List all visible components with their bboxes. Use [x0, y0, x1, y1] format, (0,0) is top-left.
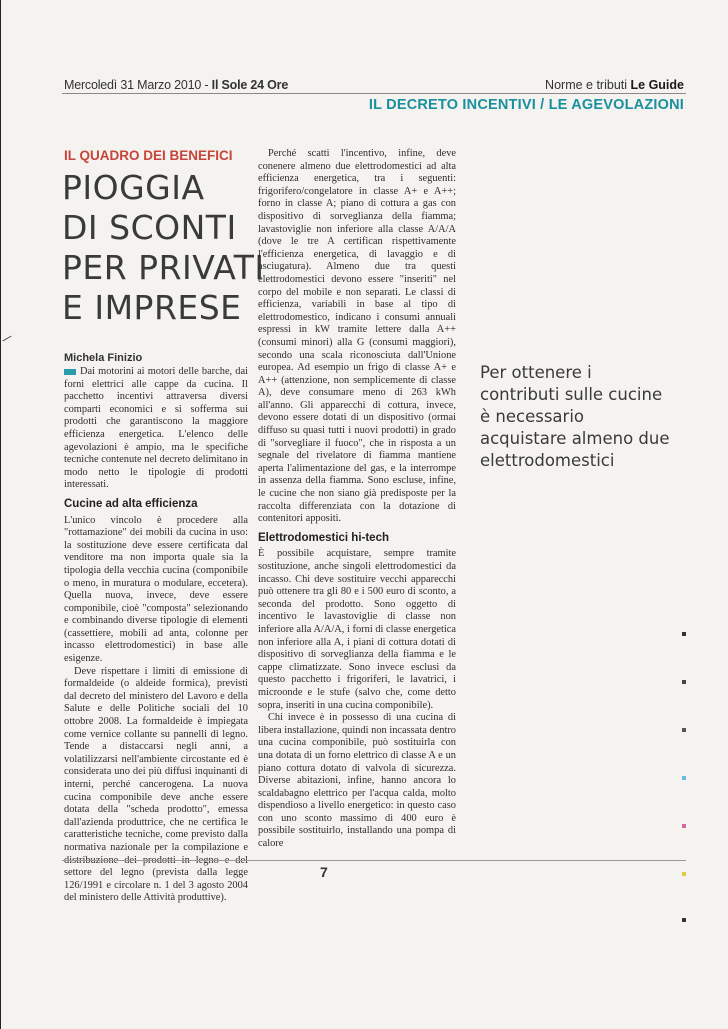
lead-marker-icon [64, 369, 76, 375]
section-title: IL DECRETO INCENTIVI / LE AGEVOLAZIONI [368, 97, 684, 113]
registration-mark [682, 632, 686, 636]
article-author: Michela Finizio [64, 352, 143, 364]
subhead-kitchens: Cucine ad alta efficienza [64, 497, 198, 510]
fold-mark [2, 336, 11, 342]
registration-mark [682, 728, 686, 732]
registration-mark [682, 918, 686, 922]
article-column-1 [64, 366, 248, 905]
paragraph: Perché scatti l'incentivo, infine, deve conenere almeno due elettrodomestici ad alta efficienza energetica, tra i seguenti: frigorifero/congelatore in classe A+ e A++; forno in classe A; piano di cottura a gas con dispositivo di sorveglianza della fiamma; lavastoviglie non inferiore alla classe A/A/A (dove le tre A certifican rispettivamente l'efficienza energetica, di lavaggio e di asciugatura). Almeno due tra questi elettrodomestici devono essere "inseriti" nel corpo del mobile e non separati. Le classi di efficienza, variabili in base al tipo di elettrodomestico, indicano i consumi annuali espressi in kW tramite lettere dalla A++ (consumi minori) alla G (consumi maggiori), secondo una scala riconosciuta dall'Unione europea. Ad esempio un frigo di classe A+ e A++ (attenzione, non semplicemente di classe A), deve consumare meno di 263 kWh all'anno. Gli apparecchi di cottura, invece, devono essere dotati di un dispositivo (ormai diffuso su quasi tutti i nuovi prodotti) in grado di "sorvegliare il fuoco", che in risposta a un segnale del rivelatore di fiamma mantiene aperta l'alimentazione del gas, e la interrompe in assenza della fiamma. Sono escluse, infine, le cucine che non siano già predisposte per la raccolta differenziata con la dotazione di contenitori appositi. [258, 148, 456, 525]
pull-quote: Per ottenere i contributi sulle cucine è necessario acquistare almeno due elettrodomestici [480, 363, 670, 470]
headline-line: E IMPRESE [62, 288, 242, 327]
page-number: 7 [320, 864, 328, 880]
page-header-left [64, 78, 288, 92]
headline-line: DI SCONTI [62, 208, 237, 247]
lead-paragraph [64, 366, 248, 492]
registration-mark [682, 680, 686, 684]
header-series: Le Guide [630, 78, 684, 92]
header-rule [62, 93, 686, 94]
paragraph: Chi invece è in possesso di una cucina di libera installazione, quindi non incassata dentro una cucina componibile, può sostituirla con una dotata di un forno elettrico di classe A e un piano cottura dotato di valvola di sicurezza. Diverse abitazioni, infine, hanno ancora lo scaldabagno elettrico per l'acqua calda, molto dispendioso a livello energetico: in questo caso con uno sconto massimo di 400 euro è possibile sostituirlo, installando una pompa di calore [258, 712, 456, 850]
headline-line: PIOGGIA [62, 168, 205, 207]
article-column-2 [258, 148, 456, 851]
registration-mark [682, 776, 686, 780]
registration-mark [682, 824, 686, 828]
header-date: Mercoledì 31 Marzo 2010 [64, 78, 202, 92]
header-paper: Il Sole 24 Ore [211, 78, 289, 92]
page-edge-line [0, 0, 1, 1029]
paragraph: È possibile acquistare, sempre tramite sostituzione, anche singoli elettrodomestici da incasso. Chi deve sostituire vecchi apparecchi può ottenere tra gli 80 e i 500 euro di sconto, a seconda del prodotto. Sono oggetto di incentivo le lavastoviglie di classe non inferiore alla A/A/A, i forni di classe energetica non inferiore alla A, i piani di cottura dotati di dispositivo di sorveglianza della fiamma e le cappe climatizzate. Sono invece esclusi da questo pacchetto i frigoriferi, le lavatrici, i microonde e le stufe (salvo che, come detto sopra, inseriti in una cucina componibile). [258, 548, 456, 711]
registration-mark [682, 872, 686, 876]
paragraph: Deve rispettare i limiti di emissione di formaldeide (o aldeide formica), previsti dal decreto del ministero del Lavoro e della Salute e delle Politiche sociali del 10 ottobre 2008. La formaldeide è impiegata come vernice collante su pannelli di legno. Tende a distaccarsi negli anni, a volatilizzarsi nell'ambiente circostante ed è considerata uno dei più diffusi inquinanti di interni, perché cancerogena. La nuova cucina componibile deve anche essere dotata della "scheda prodotto", emessa dall'azienda produttrice, che ne certifica le caratteristiche tecniche, come previsto dalla normativa nazionale per la compilazione e distribuzione dei prodotti in legno e del settore del legno (prevista dalla legge 126/1991 e circolare n. 1 del 3 agosto 2004 del ministero delle Attività produttive). [64, 665, 248, 904]
header-separator: - [201, 78, 212, 92]
article-headline [62, 168, 265, 328]
footer-rule [62, 860, 686, 861]
headline-line: PER PRIVATI [62, 248, 265, 287]
header-section: Norme e tributi [545, 78, 628, 92]
paragraph: L'unico vincolo è procedere alla "rottamazione" dei mobili da cucina in uso: la sostituzione deve essere certificata dal venditore ma non importa quale sia la tipologia della vecchia cucina (componibile o meno, in muratura o modulare, eccetera). Quella nuova, invece, deve essere componibile, cioè "composta" selezionando e combinando diverse tipologie di elementi (cassettiere, mobili ad anta, colonne per incasso elettrodomestici) in base alle esigenze. [64, 514, 248, 665]
lead-text: Dai motorini ai motori delle barche, dai forni elettrici alle cappe da cucina. Il pacchetto incentivi attraversa diversi comparti economici e si sofferma sui prodotti che garantiscono la maggiore efficienza energetica. L'elenco delle agevolazioni è ampio, ma le specifiche tecniche contenute nel decreto delimitano in modo netto le tipologie di prodotti interessati. [64, 366, 248, 491]
page-header-right [545, 78, 684, 92]
article-kicker: IL QUADRO DEI BENEFICI [64, 148, 233, 163]
subhead-appliances: Elettrodomestici hi-tech [258, 531, 389, 544]
